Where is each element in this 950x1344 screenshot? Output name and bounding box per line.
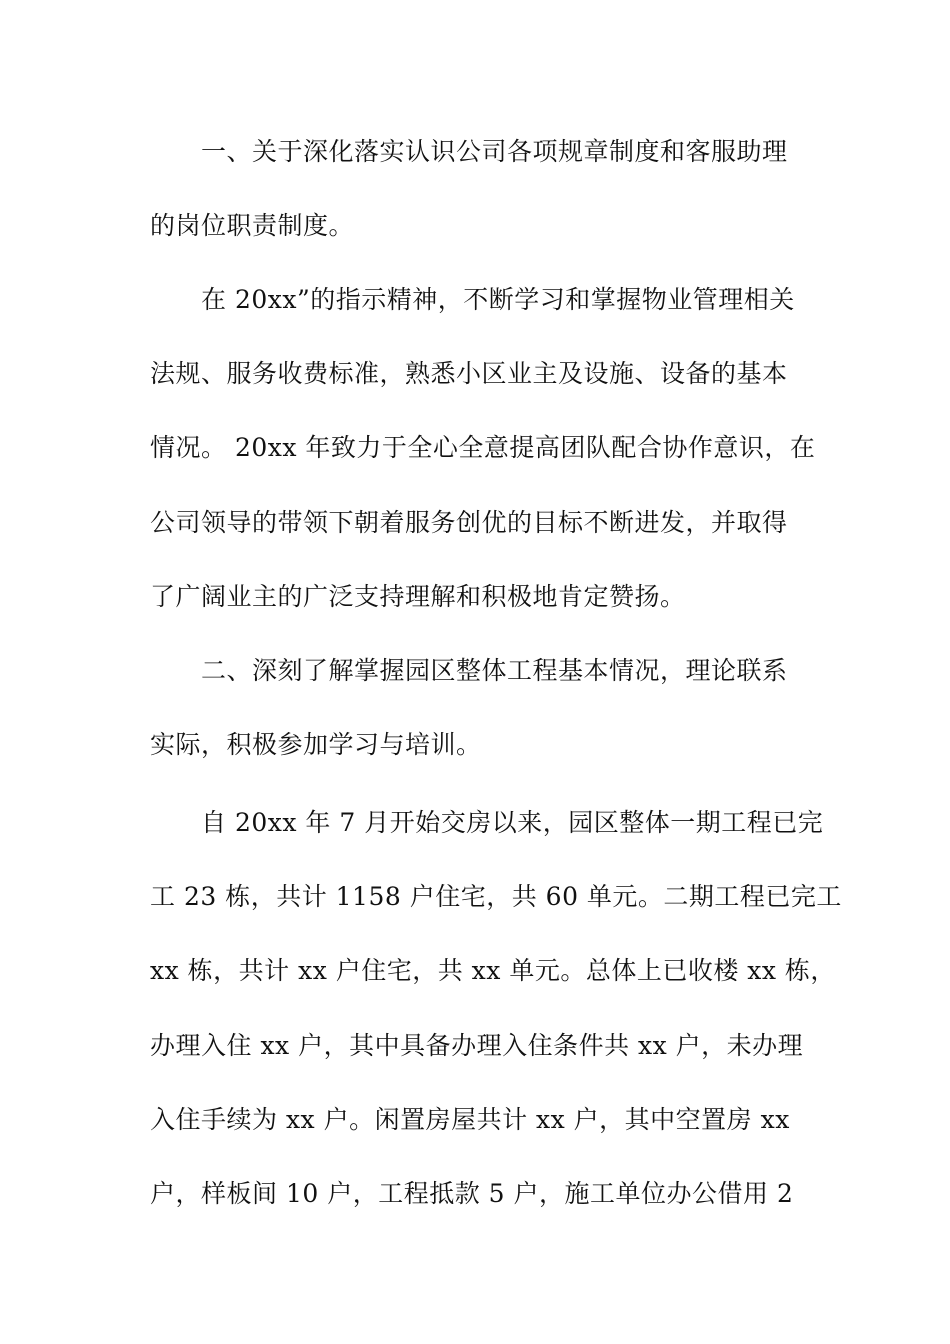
paragraph-line: 一、关于深化落实认识公司各项规章制度和客服助理	[201, 137, 788, 166]
paragraph-line: 办理入住 xx 户，其中具备办理入住条件共 xx 户，未办理	[150, 1031, 804, 1060]
paragraph-line: 在 20xx”的指示精神，不断学习和掌握物业管理相关	[201, 285, 795, 314]
paragraph-line: 的岗位职责制度。	[150, 211, 355, 240]
paragraph-line: 工 23 栋，共计 1158 户住宅，共 60 单元。二期工程已完工	[150, 882, 842, 911]
paragraph-line: 户，样板间 10 户，工程抵款 5 户，施工单位办公借用 2	[150, 1179, 794, 1208]
paragraph-line: 入住手续为 xx 户。闲置房屋共计 xx 户，其中空置房 xx	[150, 1105, 790, 1134]
paragraph-line: 自 20xx 年 7 月开始交房以来，园区整体一期工程已完	[201, 808, 824, 837]
paragraph-line: 了广阔业主的广泛支持理解和积极地肯定赞扬。	[150, 582, 686, 611]
paragraph-line: 公司领导的带领下朝着服务创优的目标不断进发，并取得	[150, 508, 788, 537]
paragraph-line: 二、深刻了解掌握园区整体工程基本情况，理论联系	[201, 656, 788, 685]
paragraph-line: 法规、服务收费标准，熟悉小区业主及设施、设备的基本	[150, 359, 788, 388]
paragraph-line: 情况。 20xx 年致力于全心全意提高团队配合协作意识，在	[150, 433, 816, 462]
paragraph-line: 实际，积极参加学习与培训。	[150, 730, 482, 759]
paragraph-line: xx 栋，共计 xx 户住宅，共 xx 单元。总体上已收楼 xx 栋，	[150, 956, 836, 985]
